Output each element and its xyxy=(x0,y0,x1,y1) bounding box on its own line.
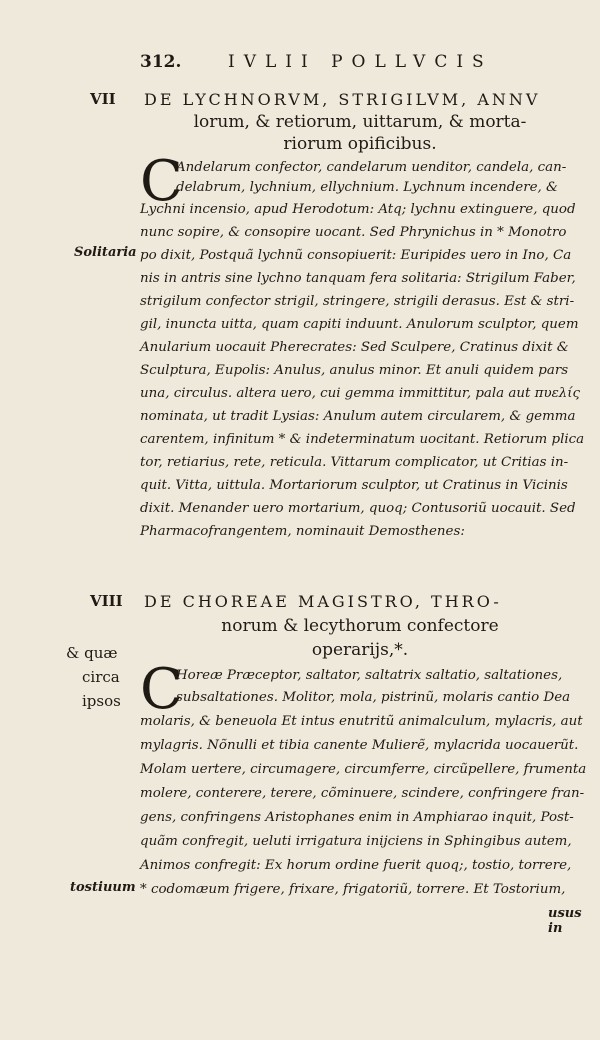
text-line: strigilum confector strigil, stringere, strigili derasus. Est & stri- xyxy=(140,294,575,309)
section-title-line-3: operarijs,*. xyxy=(311,640,409,660)
text-line: Pharmacofrangentem, nominauit Demosthenes: xyxy=(140,524,465,539)
text-line: dixit. Menander uero mortarium, quoq; Contusoriũ uocauit. Sed xyxy=(140,501,576,516)
margin-note-et-quae: & quæ xyxy=(66,644,118,662)
text-line: Lychni incensio, apud Herodotum: Atq; lychnu extinguere, quod xyxy=(140,202,576,217)
margin-note-circa: circa xyxy=(82,668,120,686)
section-title-line-2: lorum, & retiorum, uittarum, & morta- xyxy=(193,112,527,132)
margin-note-tostiuum: tostiuum xyxy=(70,880,136,895)
text-line: quit. Vitta, uittula. Mortariorum sculptor, ut Cratinus in Vicinis xyxy=(140,478,568,493)
text-line: Sculptura, Eupolis: Anulus, anulus minor. Et anuli quidem pars xyxy=(140,363,569,378)
catchword: usus in xyxy=(548,906,582,936)
section-title-line-2: norum & lecythorum confectore xyxy=(221,616,499,636)
section-title-line-1: DE LYCHNORVM, STRIGILVM, ANNV xyxy=(144,90,541,109)
text-line: carentem, infinitum * & indeterminatum uocitant. Retiorum plica xyxy=(140,432,585,447)
drop-cap: C xyxy=(140,149,183,214)
text-line: nis in antris sine lychno tanquam fera solitaria: Strigilum Faber, xyxy=(140,271,576,286)
text-line: gil, inuncta uitta, quam capiti induunt. Anulorum sculptor, quem xyxy=(140,317,579,332)
text-line: tor, retiarius, rete, reticula. Vittarum complicator, ut Critias in- xyxy=(140,455,569,470)
page-header xyxy=(140,52,580,78)
text-line: subsaltationes. Molitor, mola, pistrinũ, molaris cantio Dea xyxy=(176,690,571,705)
text-line: Andelarum confector, candelarum uenditor, candela, can- xyxy=(176,160,567,175)
text-line: Molam uertere, circumagere, circumferre, circũpellere, frumenta xyxy=(140,762,587,777)
folio-number: 312. xyxy=(140,52,182,72)
text-line: delabrum, lychnium, ellychnium. Lychnum incendere, & xyxy=(176,180,558,195)
text-line: Animos confregit: Ex horum ordine fuerit quoq;, tostio, torrere, xyxy=(140,858,572,873)
text-line: po dixit, Postquã lychnũ consopiuerit: Euripides uero in Ino, Ca xyxy=(140,248,572,263)
drop-cap: C xyxy=(140,657,183,722)
text-line: Anularium uocauit Pherecrates: Sed Sculpere, Cratinus dixit & xyxy=(140,340,569,355)
text-line: molaris, & beneuola Et intus enutritũ animalculum, mylacris, aut xyxy=(140,714,583,729)
text-line: * codomæum frigere, frixare, frigatoriũ, torrere. Et Tostorium, xyxy=(140,882,566,897)
text-line: quãm confregit, ueluti irrigatura inijciens in Sphingibus autem, xyxy=(140,834,572,849)
text-line: nominata, ut tradit Lysias: Anulum autem circularem, & gemma xyxy=(140,409,576,424)
section-number: VIII xyxy=(90,592,123,610)
text-line: mylagris. Nõnulli et tibia canente Mulierẽ, mylacrida uocauerũt. xyxy=(140,738,579,753)
text-line: una, circulus. altera uero, cui gemma immittitur, pala aut πυελίς xyxy=(140,386,581,401)
text-line: gens, confringens Aristophanes enim in Amphiarao inquit, Post- xyxy=(140,810,574,825)
margin-note-ipsos: ipsos xyxy=(82,692,121,710)
text-line: Horeæ Præceptor, saltator, saltatrix saltatio, saltationes, xyxy=(176,668,563,683)
running-head: IVLII POLLVCIS xyxy=(228,52,493,72)
section-number: VII xyxy=(90,90,116,108)
margin-note-solitaria: Solitaria xyxy=(74,245,137,260)
section-title-line-1: DE CHOREAE MAGISTRO, THRO- xyxy=(144,592,502,611)
text-line: nunc sopire, & consopire uocant. Sed Phrynichus in * Monotro xyxy=(140,225,567,240)
text-line: molere, conterere, terere, cõminuere, scindere, confringere fran- xyxy=(140,786,585,801)
section-title-line-3: riorum opificibus. xyxy=(283,134,437,154)
